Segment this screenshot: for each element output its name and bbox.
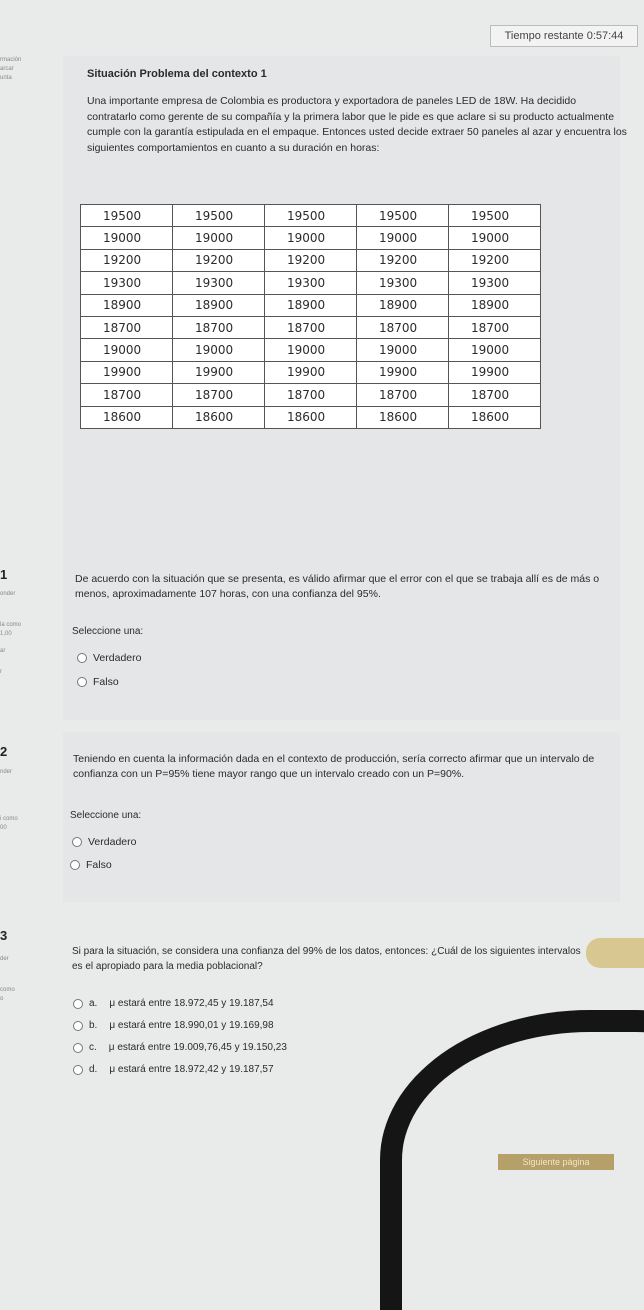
table-cell: 18700 (265, 384, 357, 406)
table-cell: 19300 (357, 272, 449, 294)
select-label: Seleccione una: (70, 810, 142, 821)
table-cell: 18700 (81, 384, 173, 406)
table-cell: 19200 (265, 249, 357, 271)
option-falso[interactable] (70, 859, 112, 871)
table-cell: 19900 (81, 361, 173, 383)
radio-button[interactable] (73, 1043, 83, 1053)
option-falso[interactable] (77, 676, 119, 688)
table-cell: 19300 (173, 272, 265, 294)
table-cell: 18600 (81, 406, 173, 428)
table-cell: 19900 (449, 361, 541, 383)
table-cell: 19200 (173, 249, 265, 271)
table-row (81, 205, 541, 227)
table-cell: 18600 (173, 406, 265, 428)
table-cell: 18900 (265, 294, 357, 316)
table-cell: 18700 (173, 384, 265, 406)
option-label: Verdadero (88, 836, 137, 848)
radio-button[interactable] (77, 653, 87, 663)
radio-button[interactable] (70, 860, 80, 870)
option-label: μ estará entre 18.972,45 y 19.187,54 (109, 998, 274, 1009)
question-3-info (0, 955, 62, 1004)
table-cell: 19000 (173, 339, 265, 361)
radio-button[interactable] (73, 1021, 83, 1031)
table-cell: 19500 (81, 205, 173, 227)
table-cell: 19500 (357, 205, 449, 227)
table-cell: 18900 (81, 294, 173, 316)
table-cell: 18700 (265, 316, 357, 338)
margin-text: como (0, 987, 15, 993)
table-cell: 19200 (81, 249, 173, 271)
margin-text: onder (0, 591, 16, 597)
option-letter: c. (89, 1042, 97, 1053)
table-cell: 19500 (265, 205, 357, 227)
select-label: Seleccione una: (72, 626, 144, 637)
question-number: 1 (0, 567, 8, 582)
option-letter: b. (89, 1020, 98, 1031)
time-remaining: Tiempo restante 0:57:44 (490, 25, 638, 47)
table-cell: 18700 (81, 316, 173, 338)
table-cell: 18900 (449, 294, 541, 316)
question-3-text: Si para la situación, se considera una confianza del 99% de los datos, entonces: ¿Cuál de los siguientes intervalos es el apropiado para la media poblacional? (72, 946, 581, 972)
radio-button[interactable] (73, 1065, 83, 1075)
left-nav-fragment (0, 56, 62, 83)
margin-text: 1,00 (0, 631, 12, 637)
table-cell: 19900 (173, 361, 265, 383)
table-row (81, 294, 541, 316)
table-cell: 18900 (357, 294, 449, 316)
margin-text: o (0, 996, 4, 1002)
margin-text: der (0, 956, 9, 962)
table-cell: 18600 (449, 406, 541, 428)
table-cell: 19000 (265, 227, 357, 249)
question-number: 3 (0, 928, 8, 943)
margin-text: unta (0, 75, 12, 81)
table-cell: 19200 (449, 249, 541, 271)
margin-text: la como (0, 622, 22, 628)
table-cell: 19900 (357, 361, 449, 383)
table-cell: 19000 (265, 339, 357, 361)
table-row (81, 272, 541, 294)
table-row (81, 227, 541, 249)
margin-text: nder (0, 769, 13, 775)
table-cell: 19500 (173, 205, 265, 227)
option-b[interactable] (73, 1020, 274, 1031)
duration-table (80, 204, 541, 429)
table-cell: 18600 (357, 406, 449, 428)
table-cell: 18600 (265, 406, 357, 428)
radio-button[interactable] (72, 837, 82, 847)
table-cell: 19000 (173, 227, 265, 249)
table-cell: 19300 (449, 272, 541, 294)
option-verdadero[interactable] (72, 836, 136, 848)
table-cell: 19900 (265, 361, 357, 383)
table-cell: 18700 (449, 316, 541, 338)
table-cell: 19000 (357, 227, 449, 249)
option-letter: d. (89, 1064, 98, 1075)
table-row (81, 316, 541, 338)
margin-text: r (0, 669, 2, 675)
margin-text: 00 (0, 825, 7, 831)
option-letter: a. (89, 998, 98, 1009)
table-row (81, 339, 541, 361)
table-cell: 18700 (449, 384, 541, 406)
table-cell: 18900 (173, 294, 265, 316)
table-row (81, 361, 541, 383)
table-cell: 18700 (357, 384, 449, 406)
option-c[interactable] (73, 1042, 287, 1053)
table-cell: 19500 (449, 205, 541, 227)
table-cell: 19300 (265, 272, 357, 294)
option-label: μ estará entre 19.009,76,45 y 19.150,23 (108, 1042, 287, 1053)
table-row (81, 406, 541, 428)
margin-text: i como (0, 816, 18, 822)
table-cell: 19000 (449, 227, 541, 249)
question-1-text: De acuerdo con la situación que se presenta, es válido afirmar que el error con el que se trabaja allí es de más o menos, aproximadamente 107 horas, con una confianza del 95%. (75, 573, 600, 600)
table-cell: 19000 (449, 339, 541, 361)
table-cell: 19000 (81, 339, 173, 361)
question-number: 2 (0, 744, 8, 759)
table-cell: 19200 (357, 249, 449, 271)
decorative-blob (586, 938, 644, 968)
option-verdadero[interactable] (77, 652, 141, 664)
question-2-info (0, 768, 62, 833)
margin-text: arcar (0, 66, 14, 72)
margin-text: rmación (0, 57, 22, 63)
next-page-button[interactable]: Siguiente página (498, 1154, 614, 1170)
table-row (81, 384, 541, 406)
radio-button[interactable] (73, 999, 83, 1009)
table-row (81, 249, 541, 271)
question-1-info (0, 590, 62, 677)
table-cell: 19000 (357, 339, 449, 361)
option-label: Verdadero (93, 652, 142, 664)
table-cell: 18700 (173, 316, 265, 338)
option-label: Falso (93, 676, 119, 688)
context-text: Una importante empresa de Colombia es productora y exportadora de paneles LED de 18W. Ha decidido contratarlo como gerente de su compañía y la primera labor que le pide es que aclare si su producto actualmente cumple con la garantía estipulada en el empaque. Entonces usted decide extraer 50 paneles al azar y encuentra los siguientes comportamientos en cuanto a su duración en horas: (87, 95, 627, 154)
option-d[interactable] (73, 1064, 274, 1075)
question-2-text: Teniendo en cuenta la información dada en el contexto de producción, sería correcto afirmar que un intervalo de confianza con un P=95% tiene mayor rango que un intervalo creado con un P=90%. (73, 753, 595, 780)
option-label: μ estará entre 18.972,42 y 19.187,57 (109, 1064, 274, 1075)
context-title: Situación Problema del contexto 1 (87, 68, 267, 80)
radio-button[interactable] (77, 677, 87, 687)
option-label: μ estará entre 18.990,01 y 19.169,98 (109, 1020, 274, 1031)
margin-text: ar (0, 648, 6, 654)
table-cell: 19300 (81, 272, 173, 294)
table-cell: 18700 (357, 316, 449, 338)
table-cell: 19000 (81, 227, 173, 249)
option-a[interactable] (73, 998, 274, 1009)
option-label: Falso (86, 859, 112, 871)
